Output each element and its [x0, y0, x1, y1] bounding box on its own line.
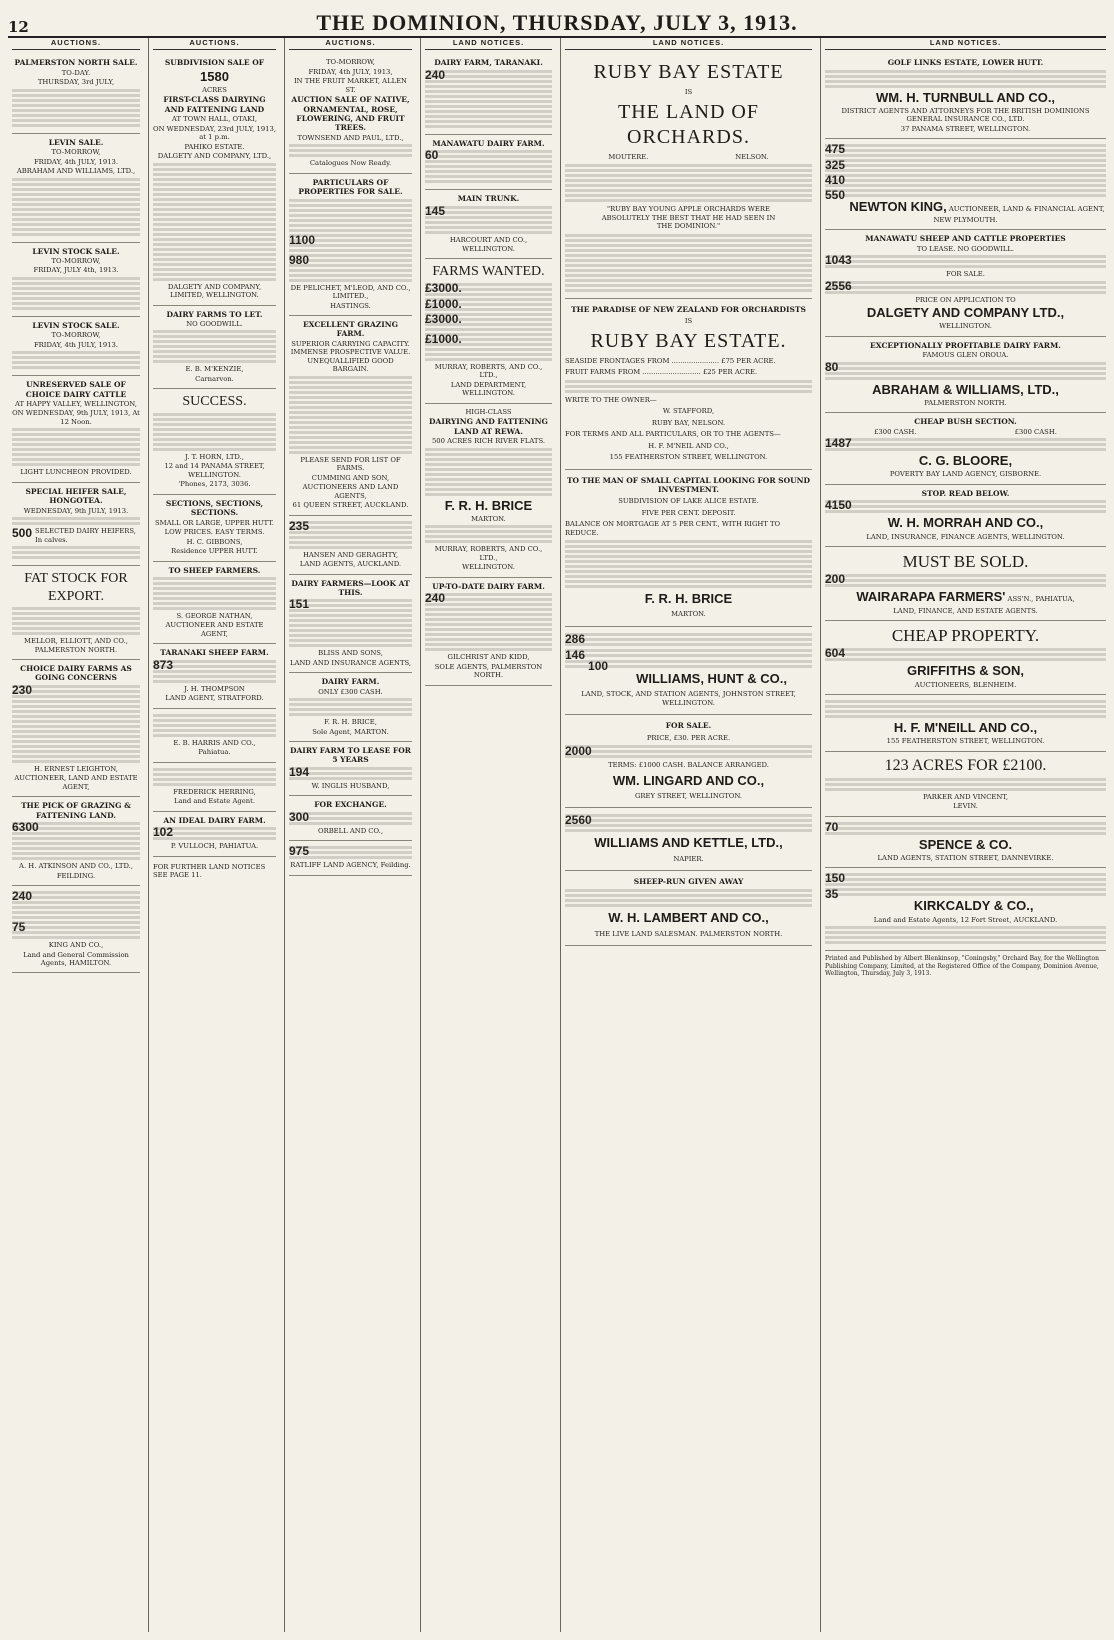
ad-title: TO THE MAN OF SMALL CAPITAL LOOKING FOR SOUND INVESTMENT.	[566, 475, 811, 494]
ad-rate-1: SEASIDE FRONTAGES FROM ...................... £75 PER ACRE.	[565, 356, 776, 365]
ad-sub: SUPERIOR CARRYING CAPACITY. IMMENSE PROSPECTIVE VALUE. UNEQUALLIFIED GOOD BARGAIN.	[290, 339, 411, 374]
column-5	[560, 38, 816, 1632]
ad-dairy-farms-to-let	[153, 306, 276, 390]
ad-firm: FREDERICK HERRING,	[173, 787, 256, 796]
ad-place: AUCTIONEERS, BLENHEIM.	[914, 680, 1017, 689]
ad-title: LEVIN SALE.	[48, 137, 104, 147]
ad-headline: RUBY BAY ESTATE	[593, 61, 784, 84]
ad-must-be-sold	[825, 547, 1106, 621]
ad-firm: HANSEN AND GERAGHTY,	[302, 550, 399, 559]
ad-lingard	[565, 715, 812, 808]
ad-pahiko-estate	[153, 54, 276, 305]
ad-firm: GILCHRIST AND KIDD,	[447, 653, 530, 662]
ad-model-dairy-farm	[153, 709, 276, 763]
ad-123-acres	[825, 752, 1106, 817]
ad-title: EXCELLENT GRAZING FARM.	[302, 319, 399, 339]
ad-ratliff	[289, 841, 412, 875]
ad-firm-sub: AUCTIONEER AND ESTATE AGENT,	[165, 621, 264, 638]
ad-place: NAPIER.	[673, 854, 704, 863]
ad-title: AN IDEAL DAIRY FARM.	[163, 815, 266, 825]
ad-firm-sub: LAND AGENTS, STATION STREET, DANNEVIRKE.	[877, 853, 1054, 862]
ad-title: TO SHEEP FARMERS.	[168, 565, 261, 575]
ad-note: PLEASE SEND FOR LIST OF FARMS.	[300, 455, 401, 473]
ad-firm: WILLIAMS AND KETTLE, LTD.,	[594, 835, 783, 851]
page-number: 12	[8, 18, 29, 36]
ad-date: THURSDAY, 3rd JULY,	[37, 78, 115, 87]
ad-title: DAIRY FARMS TO LET.	[166, 309, 263, 319]
ad-firm-sub: LAND AND INSURANCE AGENTS,	[289, 658, 412, 667]
ad-where: IN THE FRUIT MARKET, ALLEN ST.	[293, 77, 408, 94]
ad-title: FOR SALE.	[665, 721, 712, 731]
ad-number: 240	[425, 591, 446, 606]
ad-place: MARTON.	[471, 514, 506, 523]
ad-number: 286	[565, 631, 586, 646]
ad-title: SPECIAL HEIFER SALE, HONGOTEA.	[25, 486, 127, 506]
ad-price: PRICE ON APPLICATION TO	[915, 295, 1016, 304]
ad-choice-dairy-farms	[12, 660, 140, 797]
ad-firm: E. B. HARRIS AND CO.,	[173, 738, 256, 747]
ad-title: STOP. READ BELOW.	[921, 488, 1010, 498]
ad-firm: H. ERNEST LEIGHTON,	[34, 764, 118, 773]
ad-number: 230	[12, 682, 33, 697]
ad-firm: BLISS AND SONS,	[318, 649, 383, 658]
ad-title: FARMS WANTED.	[432, 264, 545, 280]
ad-firm-sub: SOLE AGENTS, PALMERSTON NORTH.	[434, 662, 543, 680]
ad-date: FRIDAY, 4th JULY, 1913,	[308, 67, 393, 76]
ad-headline: CHEAP PROPERTY.	[891, 626, 1040, 646]
ad-title: DAIRY FARM TO LEASE FOR 5 YEARS	[289, 746, 412, 765]
ad-addr: 61 QUEEN STREET, AUCKLAND.	[292, 501, 409, 510]
ad-firm: W. H. LAMBERT AND CO.,	[608, 910, 769, 926]
ad-title: SUBDIVISION SALE OF	[164, 58, 265, 68]
ad-number: 2000	[565, 744, 592, 759]
ad-flats: 500 ACRES RICH RIVER FLATS.	[431, 437, 546, 446]
ad-title: GOLF LINKS ESTATE, LOWER HUTT.	[887, 58, 1044, 68]
ad-number: 2560	[565, 813, 592, 828]
ad-cash: £300 CASH.	[1014, 427, 1057, 436]
ad-price: £1000.	[425, 296, 462, 311]
ad-date: ON WEDNESDAY, 23rd JULY, 1913, at 1 p.m.	[153, 124, 276, 142]
ad-rate-2: FRUIT FARMS FROM ........................... £25 PER ACRE.	[565, 368, 758, 377]
ad-cash: £300 CASH.	[874, 427, 917, 436]
ad-firm-sub: AUCTIONEERS AND LAND AGENTS,	[302, 483, 399, 500]
ad-number: 1100	[289, 232, 316, 247]
ad-agents-intro: FOR TERMS AND ALL PARTICULARS, OR TO THE AGENTS—	[565, 430, 781, 439]
ad-addr: 155 FEATHERSTON STREET, WELLINGTON.	[886, 737, 1045, 746]
ad-number: 550	[825, 188, 846, 203]
ad-title: AUCTION SALE OF NATIVE, ORNAMENTAL, ROSE, FLOWERING, AND FRUIT TREES.	[291, 95, 410, 133]
ad-number: 980	[289, 252, 310, 267]
ad-firm: WILLIAMS, HUNT & CO.,	[636, 670, 787, 686]
ad-number: 240	[425, 67, 446, 82]
ad-fat-stock	[12, 566, 140, 660]
column-heading: AUCTIONS.	[289, 38, 412, 50]
ad-price: £3000.	[425, 280, 462, 295]
ad-title: MANAWATU SHEEP AND CATTLE PROPERTIES	[865, 234, 1066, 244]
ad-addr: 37 PANAMA STREET, WELLINGTON.	[900, 124, 1031, 133]
columns	[8, 38, 1106, 1632]
page-title: THE DOMINION, THURSDAY, JULY 3, 1913.	[316, 10, 798, 35]
ad-title: EXCEPTIONALLY PROFITABLE DAIRY FARM.	[870, 340, 1061, 350]
ad-title: PALMERSTON NORTH SALE.	[14, 58, 138, 68]
ad-williams-kettle	[565, 808, 812, 871]
ad-firm-sub: ASS'N., PAHIATUA,	[1007, 595, 1075, 604]
ad-ruby-bay-orchards	[565, 54, 812, 298]
ad-title: CHOICE DAIRY FARMS AS GOING CONCERNS	[20, 664, 132, 683]
ad-number: 80	[825, 359, 839, 374]
ad-number: 100	[588, 658, 609, 673]
ad-dairy-farm-300	[289, 673, 412, 742]
ad-firm: J. H. THOMPSON	[184, 684, 245, 693]
column-4	[420, 38, 556, 1632]
ad-where: AT HAPPY VALLEY, WELLINGTON,	[15, 399, 137, 408]
ad-lake-alice	[565, 470, 812, 627]
ad-phone: 'Phones, 2173, 3036.	[178, 480, 251, 489]
ad-cheap-bush	[825, 413, 1106, 485]
ad-number: 475	[825, 142, 846, 157]
column-heading: LAND NOTICES.	[825, 38, 1106, 50]
ad-text: SELECTED DAIRY HEIFERS, In calves.	[35, 527, 136, 544]
see-page-note: FOR FURTHER LAND NOTICES SEE PAGE 11.	[153, 862, 266, 880]
ad-date: WEDNESDAY, 9th JULY, 1913.	[23, 506, 129, 515]
ad-mneill	[825, 695, 1106, 752]
ad-number: 60	[425, 148, 439, 163]
ad-quote: "RUBY BAY YOUNG APPLE ORCHARDS WERE ABSOLUTELY THE BEST THAT HE HAD SEEN IN THE DOMINION."	[601, 205, 776, 231]
ad-firm: KIRKCALDY & CO.,	[913, 898, 1034, 914]
ad-number: 1043	[825, 253, 852, 268]
ad-left-place: MOUTERE.	[608, 152, 649, 161]
ad-rewa-land	[425, 404, 552, 578]
ad-firm-sub: AUCTIONEER, LAND AND ESTATE AGENT,	[14, 774, 138, 791]
ad-terms: FIVE PER CENT. DEPOSIT.	[641, 508, 736, 517]
ad-firm: PARKER AND VINCENT,	[922, 792, 1009, 801]
ad-firm-sub: Land and Estate Agent.	[173, 797, 256, 806]
ad-firm: ORBELL AND CO.,	[318, 826, 383, 835]
ad-addr: 155 FEATHERSTON STREET, WELLINGTON.	[609, 453, 768, 462]
ad-title: LEVIN STOCK SALE.	[32, 320, 120, 330]
ad-properties-for-sale	[289, 174, 412, 316]
ad-sub: PRICE, £30. PER ACRE.	[646, 733, 731, 742]
ad-place: FEILDING.	[56, 871, 96, 880]
ad-stop-read	[825, 485, 1106, 547]
ad-dairy-farmers-look	[289, 575, 412, 674]
ad-title: MAIN TRUNK.	[457, 194, 520, 204]
ad-date: FRIDAY, 4th JULY, 1913.	[33, 157, 119, 166]
ad-estate: PAHIKO ESTATE.	[184, 142, 245, 151]
ad-note: LIGHT LUNCHEON PROVIDED.	[20, 468, 132, 477]
printer-imprint: Printed and Published by Albert Blenkinsop, "Coningsby," Orchard Bay, for the Wellington Publishing Company, Limited, at the Registered Office of the Company, Dominion Avenue, Wellington, Thursday, July 3, 1913.	[825, 955, 1099, 978]
ad-sub: TO-MORROW,	[51, 331, 101, 340]
ad-sub: TO-MORROW,	[51, 256, 101, 265]
ad-dairy-lease	[289, 742, 412, 796]
ad-firm: MURRAY, ROBERTS, AND CO., LTD.,	[434, 362, 543, 380]
ad-sub: FAMOUS GLEN OROUA.	[922, 351, 1009, 360]
ad-place: WELLINGTON.	[939, 322, 992, 331]
ad-number: 325	[825, 158, 846, 173]
ad-sub: TO-MORROW,	[51, 148, 101, 157]
ad-grazing-land	[12, 797, 140, 886]
ad-balance: BALANCE ON MORTGAGE AT 5 PER CENT., WITH RIGHT TO REDUCE.	[565, 520, 781, 537]
ad-sub: SUBDIVISION OF LAKE ALICE ESTATE.	[618, 497, 759, 506]
ad-where: AT TOWN HALL, OTAKI,	[171, 115, 258, 124]
ad-number: 200	[825, 572, 846, 587]
ad-newton-king	[825, 139, 1106, 230]
ad-dept: LAND DEPARTMENT, WELLINGTON.	[450, 380, 527, 398]
ad-firm-sub: AUCTIONEER, LAND & FINANCIAL AGENT, NEW PLYMOUTH.	[933, 205, 1105, 224]
ad-herring	[153, 763, 276, 812]
ad-firm: J. T. HORN, LTD.,	[185, 452, 244, 461]
ad-firm-sub: LAND AGENT, STRATFORD.	[165, 694, 264, 703]
ad-excellent-grazing-farm	[289, 316, 412, 516]
ad-headline: 123 ACRES FOR £2100.	[884, 756, 1047, 774]
ad-title: TARANAKI SHEEP FARM.	[160, 648, 269, 658]
ad-place: MARTON.	[671, 610, 706, 619]
ad-number: 151	[289, 597, 310, 612]
ad-place: PALMERSTON NORTH.	[924, 398, 1007, 407]
ad-is: IS	[684, 317, 693, 326]
ad-title: DAIRY FARMERS—LOOK AT THIS.	[291, 578, 410, 597]
ad-firm: WM. H. TURNBULL AND CO.,	[875, 89, 1056, 105]
ad-place: Land and General Commission Agents, HAMILTON.	[23, 950, 129, 967]
ad-owner: W. STAFFORD,	[662, 407, 715, 416]
ad-title: UP-TO-DATE DAIRY FARM.	[432, 581, 545, 591]
ad-number: 35	[825, 887, 839, 902]
ad-firm: MURRAY, ROBERTS, AND CO., LTD.,	[434, 545, 543, 562]
ad-date: ON WEDNESDAY, 9th JULY, 1913, At 12 Noon.	[12, 409, 140, 426]
ad-place: Sole Agent, MARTON.	[312, 727, 389, 736]
ad-firm: W. INGLIS HUSBAND,	[311, 781, 390, 790]
ad-firm: F. R. H. BRICE,	[324, 718, 377, 727]
ad-sub: TO-DAY.	[61, 68, 91, 77]
ad-title: MANAWATU DAIRY FARM.	[432, 138, 545, 148]
ad-firm: C. G. BLOORE,	[918, 453, 1013, 469]
ad-agents: H. F. M'NEIL AND CO.,	[648, 441, 729, 450]
ad-spence	[825, 817, 1106, 869]
ad-levin-sale	[12, 134, 140, 243]
ad-headline-2: THE LAND OF ORCHARDS.	[618, 100, 759, 148]
ad-firm: HARCOURT AND CO.,	[449, 235, 528, 244]
ad-price: £1000.	[425, 331, 462, 346]
ad-firm: P. VULLOCH, PAHIATUA.	[170, 842, 259, 851]
ad-sub: NO GOODWILL.	[186, 320, 243, 328]
ad-title: UNRESERVED SALE OF CHOICE DAIRY CATTLE	[25, 380, 127, 399]
ad-firm: DE PELICHET, M'LEOD, AND CO., LIMITED.,	[290, 283, 411, 301]
ad-farms-wanted	[425, 259, 552, 403]
ad-place: LEVIN.	[953, 802, 978, 811]
ad-title: SECTIONS, SECTIONS, SECTIONS.	[165, 498, 264, 518]
ad-fruit-trees	[289, 54, 412, 173]
ad-firm: F. R. H. BRICE	[644, 591, 733, 607]
ad-ruby-bay-paradise	[565, 299, 812, 470]
ad-name: E. B. M'KENZIE,	[185, 365, 244, 374]
ad-headline: RUBY BAY ESTATE.	[590, 329, 787, 352]
ad-number: 150	[825, 871, 846, 886]
ad-place: WELLINGTON.	[462, 563, 515, 572]
ad-for-exchange	[289, 796, 412, 841]
ad-number: 2556	[825, 278, 852, 293]
ad-acres-label: ACRES	[202, 86, 227, 94]
ad-firm: CUMMING AND SON,	[311, 473, 390, 482]
ad-up-to-date-dairy	[425, 578, 552, 686]
ad-sub: DAIRYING AND FATTENING LAND AT REWA.	[429, 417, 548, 436]
column-heading: LAND NOTICES.	[425, 38, 552, 50]
ad-dairy-farm-taranaki	[425, 54, 552, 134]
ad-firm: WM. LINGARD AND CO.,	[612, 772, 765, 788]
ad-firm: S. GEORGE NATHAN,	[176, 611, 253, 620]
ad-place: HASTINGS.	[330, 301, 371, 310]
ad-firm: W. H. MORRAH AND CO.,	[887, 515, 1044, 531]
ad-manawatu-properties	[825, 230, 1106, 337]
ad-firm: H. C. GIBBONS,	[186, 537, 243, 546]
ad-firm: A. H. ATKINSON AND CO., LTD.,	[19, 862, 133, 871]
ad-sheep-run	[565, 871, 812, 946]
ad-golf-links	[825, 54, 1106, 139]
ad-title: FAT STOCK FOR EXPORT.	[24, 571, 128, 604]
ad-place: WELLINGTON.	[462, 244, 515, 253]
ad-number: 146	[565, 647, 586, 662]
ad-place: Carnarvon.	[195, 374, 234, 383]
ad-glen-oroua	[825, 337, 1106, 414]
ad-date: FRIDAY, JULY 4th, 1913.	[33, 266, 119, 275]
ad-firm: GRIFFITHS & SON,	[907, 663, 1024, 679]
ad-heifer-sale	[12, 483, 140, 566]
ad-sub: SMALL OR LARGE, UPPER HUTT.	[155, 518, 274, 527]
ad-addr: 12 and 14 PANAMA STREET, WELLINGTON.	[164, 462, 265, 479]
ad-title: DAIRY FARM.	[321, 677, 380, 687]
ad-place: GREY STREET, WELLINGTON.	[634, 791, 743, 800]
ad-title: CHEAP BUSH SECTION.	[914, 417, 1017, 427]
ad-number: 873	[153, 657, 174, 672]
column-2	[148, 38, 280, 1632]
ad-firm-sub-2: LAND, FINANCE, AND ESTATE AGENTS.	[893, 606, 1038, 615]
ad-palmerston-sale	[12, 54, 140, 133]
ad-hansen	[289, 516, 412, 575]
ad-levin-stock-sale-2	[12, 317, 140, 376]
ad-cheap-property	[825, 621, 1106, 695]
ad-acres: 1580	[200, 68, 229, 84]
ad-sub: TO-MORROW,	[326, 58, 375, 67]
ad-number: 194	[289, 764, 310, 779]
column-3	[284, 38, 416, 1632]
column-1	[8, 38, 144, 1632]
ad-title: THE PICK OF GRAZING & FATTENING LAND.	[21, 801, 131, 820]
ad-number: 975	[289, 844, 310, 859]
ad-firm-sub: LAND AGENTS, AUCKLAND.	[299, 560, 402, 569]
ad-place: Pahiatua.	[198, 748, 231, 757]
column-6	[820, 38, 1110, 1632]
ad-firm: F. R. H. BRICE	[444, 497, 533, 513]
ad-number: 75	[12, 920, 26, 935]
ad-dairy-cattle	[12, 376, 140, 483]
ad-firm: DALGETY AND COMPANY, LTD.,	[157, 152, 272, 161]
ad-firm: NEWTON KING,	[849, 199, 947, 215]
ad-number: 70	[825, 819, 839, 834]
column-heading: LAND NOTICES.	[565, 38, 812, 50]
ad-ideal-dairy-farm	[153, 812, 276, 857]
ad-title: LEVIN STOCK SALE.	[32, 246, 120, 256]
ad-headline: MUST BE SOLD.	[902, 552, 1029, 572]
ad-sub: ONLY £300 CASH.	[318, 687, 383, 696]
ad-firm: DALGETY AND COMPANY LTD.,	[866, 305, 1065, 321]
ad-main-trunk	[425, 190, 552, 259]
ad-price: LOW PRICES. EASY TERMS.	[164, 528, 265, 537]
ad-sub-headline: THE PARADISE OF NEW ZEALAND FOR ORCHARDISTS	[571, 304, 806, 314]
ad-firm: TOWNSEND AND PAUL, LTD.,	[297, 133, 404, 142]
ad-title: SHEEP-RUN GIVEN AWAY	[633, 876, 744, 886]
ad-number: 500	[12, 526, 33, 541]
ad-manawatu-dairy-farm	[425, 135, 552, 190]
ad-right-place: NELSON.	[735, 152, 769, 161]
ad-number: 1487	[825, 436, 852, 451]
ad-note: Catalogues Now Ready.	[309, 159, 392, 168]
ad-firm: RATLIFF LAND AGENCY, Feilding.	[290, 861, 411, 870]
ad-addr: Residence UPPER HUTT.	[171, 547, 258, 556]
ad-levin-stock-sale	[12, 243, 140, 317]
column-heading: AUCTIONS.	[12, 38, 140, 50]
ad-firm-sub: DISTRICT AGENTS AND ATTORNEYS FOR THE BRITISH DOMINIONS GENERAL INSURANCE CO., LTD.	[841, 107, 1090, 124]
ad-firm: ABRAHAM & WILLIAMS, LTD.,	[872, 381, 1059, 397]
ad-firm: KING AND CO.,	[48, 941, 104, 950]
ad-williams-hunt	[565, 627, 812, 715]
masthead	[8, 4, 1106, 38]
ad-number: 240	[12, 889, 33, 904]
ad-firm-sub: LAND, STOCK, AND STATION AGENTS, JOHNSTON STREET, WELLINGTON.	[581, 690, 796, 707]
ad-number: 235	[289, 518, 310, 533]
ad-firm-sub: LAND, INSURANCE, FINANCE AGENTS, WELLINGTON.	[866, 532, 1065, 541]
ad-title: FOR EXCHANGE.	[314, 800, 387, 810]
ad-number: 410	[825, 173, 846, 188]
ad-firm: ABRAHAM AND WILLIAMS, LTD.,	[16, 167, 136, 176]
ad-king-co	[12, 886, 140, 973]
ad-sale: FOR SALE.	[946, 270, 985, 279]
ad-number: 604	[825, 646, 846, 661]
ad-taranaki-sheep-farm	[153, 644, 276, 708]
ad-number: 300	[289, 809, 310, 824]
ad-sections	[153, 495, 276, 562]
ad-place: POVERTY BAY LAND AGENCY, GISBORNE.	[889, 470, 1042, 479]
ad-title: PARTICULARS OF PROPERTIES FOR SALE.	[298, 177, 403, 197]
ad-firm-sub: DALGETY AND COMPANY, LIMITED, WELLINGTON.	[167, 282, 262, 300]
ad-title: DAIRY FARM, TARANAKI.	[434, 58, 543, 68]
ad-number: 6300	[12, 820, 39, 835]
column-heading: AUCTIONS.	[153, 38, 276, 50]
ad-title: HIGH-CLASS	[465, 407, 512, 416]
ad-firm-sub: THE LIVE LAND SALESMAN. PALMERSTON NORTH.	[594, 929, 783, 938]
ad-firm: WAIRARAPA FARMERS'	[856, 589, 1006, 605]
ad-number: 4150	[825, 498, 852, 513]
ad-terms: TERMS: £1000 CASH. BALANCE ARRANGED.	[608, 761, 769, 770]
ad-number: 145	[425, 203, 446, 218]
ad-write: WRITE TO THE OWNER—	[565, 395, 657, 404]
ad-title: SUCCESS.	[182, 394, 247, 410]
ad-firm: SPENCE & CO.	[918, 836, 1013, 852]
ad-firm: MELLOR, ELLIOTT, AND CO., PALMERSTON NORTH.	[24, 637, 128, 654]
ad-sheep-farmers	[153, 562, 276, 645]
ad-success	[153, 389, 276, 494]
ad-sub: FIRST-CLASS DAIRYING AND FATTENING LAND	[163, 95, 266, 114]
ad-price: £3000.	[425, 311, 462, 326]
ad-is: IS	[684, 88, 693, 97]
ad-owner-place: RUBY BAY, NELSON.	[651, 418, 726, 427]
ad-sub: TO LEASE. NO GOODWILL.	[916, 244, 1015, 253]
ad-kirkcaldy	[825, 868, 1106, 951]
ad-number: 102	[153, 825, 174, 840]
ad-firm-sub: Land and Estate Agents, 12 Fort Street, AUCKLAND.	[873, 915, 1058, 924]
ad-firm: H. F. M'NEILL AND CO.,	[893, 720, 1038, 736]
ad-date: FRIDAY, 4th JULY, 1913.	[33, 340, 119, 349]
